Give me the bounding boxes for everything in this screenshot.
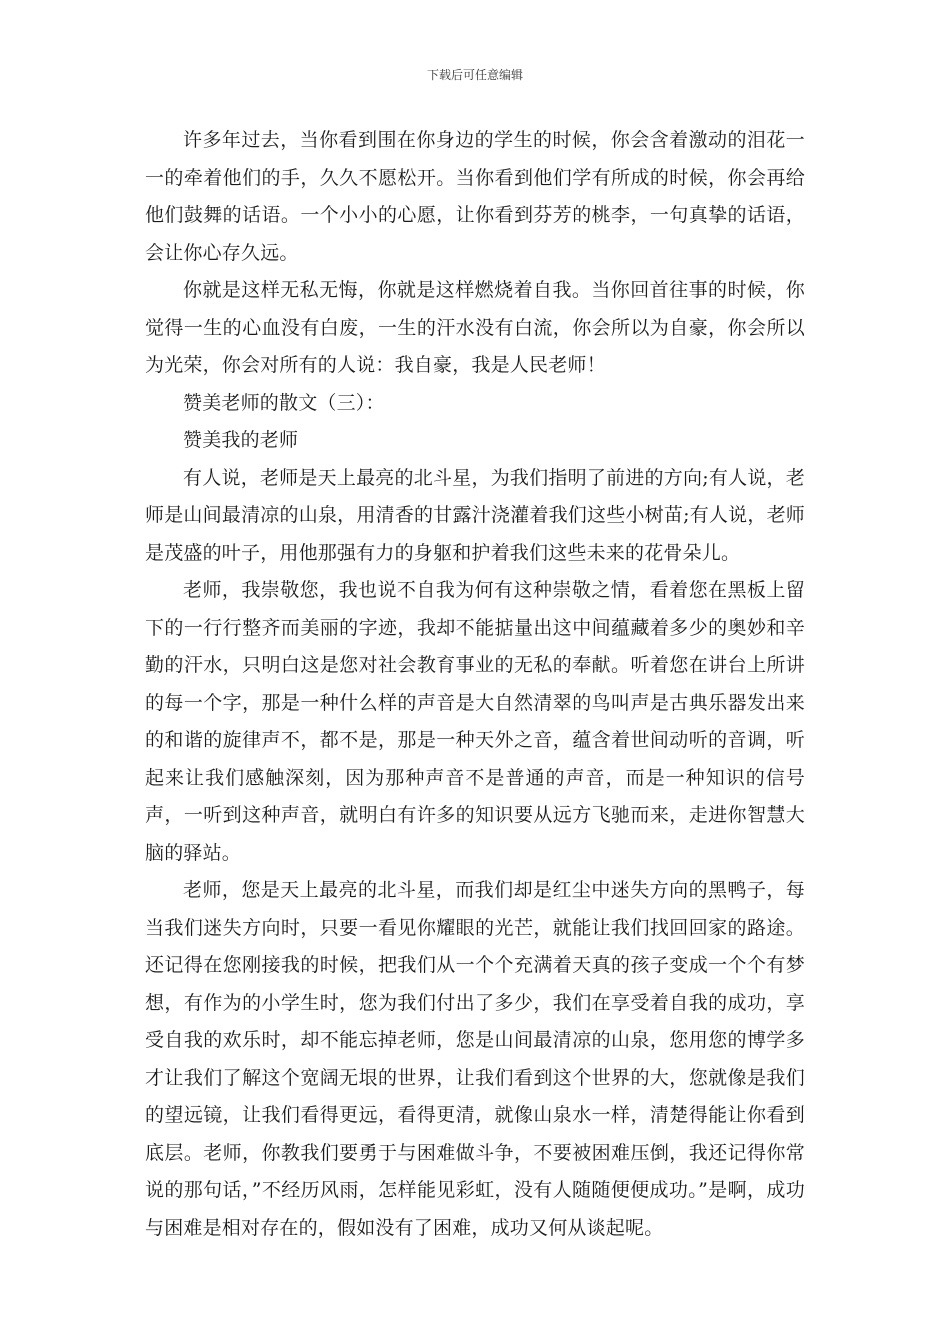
paragraph: 老师，您是天上最亮的北斗星，而我们却是红尘中迷失方向的黑鸭子，每当我们迷失方向时，只要一看见你耀眼的光芒，就能让我们找回回家的路途。还记得在您刚接我的时候，把我们从一个个充满着天真的孩子变成一个个有梦想，有作为的小学生时，您为我们付出了多少，我们在享受着自我的成功，享受自我的欢乐时，却不能忘掉老师，您是山间最清凉的山泉，您用您的博学多才让我们了解这个宽阔无垠的世界，让我们看到这个世界的大，您就像是我们的望远镜，让我们看得更远，看得更清，就像山泉水一样，清楚得能让你看到底层。老师，你教我们要勇于与困难做斗争，不要被困难压倒，我还记得你常说的那句话，”不经历风雨，怎样能见彩虹，没有人随随便便成功。”是啊，成功与困难是相对存在的，假如没有了困难，成功又何从谈起呢。 <box>145 879 805 1239</box>
paragraph: 你就是这样无私无悔，你就是这样燃烧着自我。当你回首往事的时候，你觉得一生的心血没有白废，一生的汗水没有白流，你会所以为自豪，你会所以为光荣，你会对所有的人说：我自豪，我是人民老师！ <box>145 279 805 376</box>
essay-title: 赞美我的老师 <box>183 429 299 451</box>
paragraph: 有人说，老师是天上最亮的北斗星，为我们指明了前进的方向;有人说，老师是山间最清凉的山泉，用清香的甘露汁浇灌着我们这些小树苗;有人说，老师是茂盛的叶子，用他那强有力的身躯和护着我们这些未来的花骨朵儿。 <box>145 466 805 564</box>
document-body <box>145 122 805 1247</box>
paragraph: 许多年过去，当你看到围在你身边的学生的时候，你会含着激动的泪花一一的牵着他们的手，久久不愿松开。当你看到他们学有所成的时候，你会再给他们鼓舞的话语。一个小小的心愿，让你看到芬芳的桃李，一句真挚的话语，会让你心存久远。 <box>145 129 805 264</box>
section-heading: 赞美老师的散文（三）： <box>183 391 385 414</box>
page-header: 下载后可任意编辑 <box>426 68 523 82</box>
paragraph: 老师，我崇敬您，我也说不自我为何有这种崇敬之情，看着您在黑板上留下的一行行整齐而美丽的字迹，我却不能掂量出这中间蕴藏着多少的奥妙和辛勤的汗水，只明白这是您对社会教育事业的无私的奉献。听着您在讲台上所讲的每一个字，那是一种什么样的声音是大自然清翠的鸟叫声是古典乐器发出来的和谐的旋律声不，都不是，那是一种天外之音，蕴含着世间动听的音调，听起来让我们感触深刻，因为那种声音不是普通的声音，而是一种知识的信号声，一听到这种声音，就明白有许多的知识要从远方飞驰而来，走进你智慧大脑的驿站。 <box>145 579 805 864</box>
